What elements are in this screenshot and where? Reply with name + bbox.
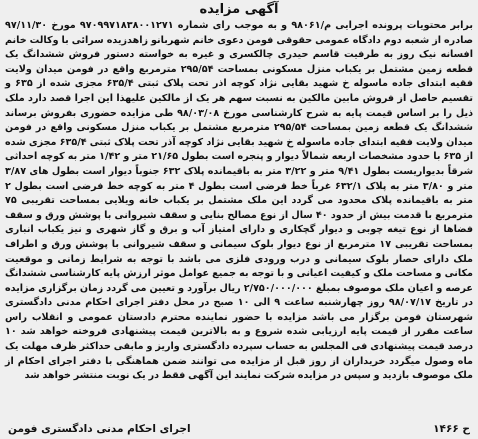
notice-body: برابر محتویات پرونده اجرایی م/۹۸۰۶۱ و به موجب رای شماره ۹۷۰۹۹۷۱۸۳۸۰۰۱۲۷۱ مورخ ۹۷/۱۱/۳۰ صادره از شعبه دوم دادگاه عمومی حقوقی فومن دعوی خانم شهربانو زاهدزیده سرائی با وکالت خانم افسانه نیک روز به طرفیت قاسم حیدری چالکسری و غیره به خواسته دستور فروش ششدانگ یک قطعه زمین مشتمل بر یکباب منزل مسکونی بمساحت ۲۹۵/۵۴ مترمربع واقع در فومن میدان ولایت فقیه ابتدای جاده ماسوله خ شهید بقایی نژاد کوچه اذر تحت پلاک ثبتی ۶۳۵/۴ مجزی شده از ۶۳۵ و تقسیم حاصل از فروش مابین مالکین به نسبت سهم هر یک از مالکین علیهذا این اجرا قصد دارد ملک ذیل را بر اساس قیمت پایه به شرح کارشناسی مورخ ۹۸/۰۳/۰۸ طی مزایده حضوری بفروش برساند ششدانگ یک قطعه زمین بمساحت ۲۹۵/۵۴ مترمربع مشتمل بر یکباب منزل مسکونی واقع در فومن میدان ولایت فقیه ابتدای جاده ماسوله خ شهید بقایی نژاد کوچه آذر تحت پلاک ثبتی ۶۳۵/۴ مجزی شده از ۶۳۵ با حدود مشخصات اربعه شمالاً دیوار و پنجره است بطول ۲۱/۶۵ متر و ۱/۴۲ متر به کوچه احداثی شرقاً بدیواریست بطول ۹/۴۱ متر و ۳/۲۲ متر به باقیمانده پلاک ۶۳۲ جنوباً دیوار است بطول های ۳/۸۷ متر و ۳/۸۰ متر به پلاک ۶۳۲/۱ غرباً خط فرضی است بطول ۴ متر به کوچه خط فرضی است بطول ۲ متر به باقیمانده پلاک محدود می گردد این ملک مشتمل بر یکباب خانه ویلایی بمساحت تقریبی ۷۵ مترمربع با قدمت بیش از حدود ۴۰ سال از نوع مصالح بنایی و سقف شیروانی با پوشش ورق و سقف فضاها از نوع تیغه چوبی و دیوار گچکاری و دارای امتیاز آب و برق و گاز شهری و نیز یکباب انباری بمساحت تقریبی ۱۷ مترمربع از نوع دیوار بلوک سیمانی و سقف شیروانی با پوشش ورق و اطراف ملک دارای حصار بلوک سیمانی و درب ورودی فلزی می باشد با توجه به شرایط زمانی و موقعیت مکانی و مساحت ملک و کیفیت اعیانی و با توجه به جمیع عوامل موثر ارزش پایه کارشناسی ششدانگ عرصه و اعیان ملک موصوف بمبلغ ۲/۷۵۰/۰۰۰/۰۰۰ ریال برآورد و تعیین می گردد زمان برگزاری مزایده در تاریخ ۹۸/۰۷/۱۷ روز چهارشنبه ساعت ۹ الی ۱۰ صبح در محل دفتر اجرای احکام مدنی دادگستری شهرستان فومن برگزار می باشد مزایده با حضور نماینده محترم دادستان عمومی و انقلاب راس ساعت مقرر از قیمت پایه ارزیابی شده شروع و به بالاترین قیمت پیشنهادی فروخته خواهد شد ۱۰ درصد قیمت پیشنهادی فی المجلس به حساب سپرده دادگستری واریز و مابقی حداکثر ظرف مهلت یک ماه وصول میگردد خریداران از روز قبل از مزایده می توانند ضمن هماهنگی با دفتر اجرای احکام از ملک موصوف بازدید و سپس در مزایده شرکت نمایند این آگهی فقط در یک نوبت منتشر خواهد شد: [5, 20, 474, 382]
notice-footer: [8, 423, 470, 435]
issuer-signature: اجرای احکام مدنی دادگستری فومن: [8, 423, 191, 435]
reference-number: ح ۱۴۶۶: [433, 423, 470, 435]
notice-title: آگهی مزایده: [199, 2, 279, 17]
